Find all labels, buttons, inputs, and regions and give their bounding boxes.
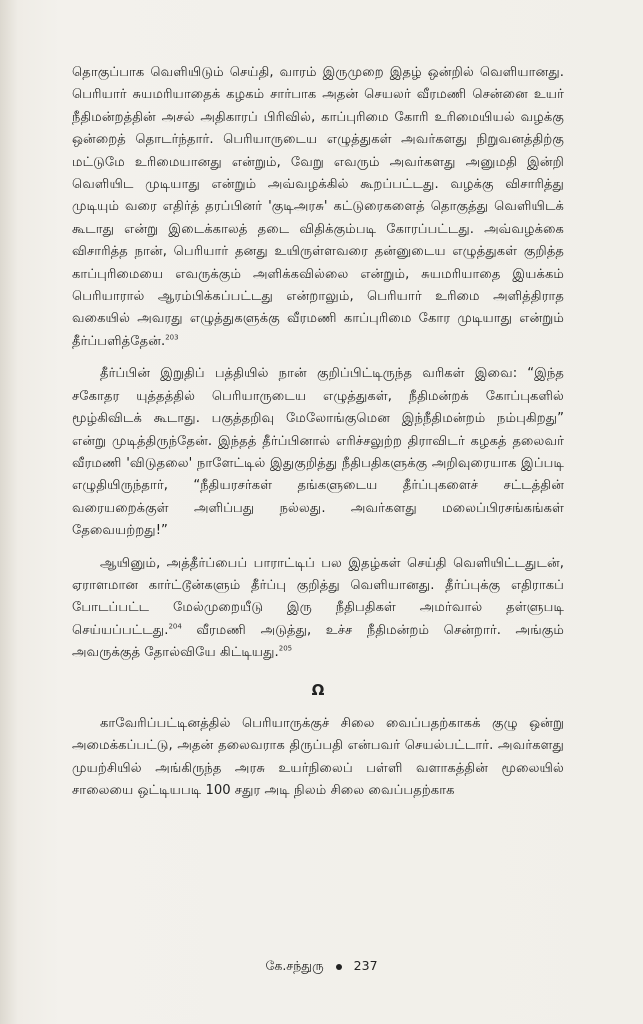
page-number: 237 xyxy=(353,958,378,973)
section-separator: Ω xyxy=(311,680,325,699)
footnote-marker: 203 xyxy=(165,333,179,342)
running-author: கே.சந்துரு xyxy=(265,958,324,973)
paragraph-text: தொகுப்பாக வெளியிடும் செய்தி, வாரம் இருமுறை இதழ் ஒன்றில் வெளியானது. பெரியார் சுயமரியாதைக் கழகம் சார்பாக அதன் செயலர் வீரமணி சென்னை உயர் நீதிமன்றத்தின் அசல் அதிகாரப் பிரிவில், காப்புரிமை கோரி உரிமையியல் வழக்கு ஒன்றைத் தொடர்ந்தார். பெரியாருடைய எழுத்துகள் அவர்களது நிறுவனத்திற்கு மட்டுமே உரிமையானது என்றும், வேறு எவரும் அவர்களது அனுமதி இன்றி வெளியிட முடியாது என்றும் அவ்வழக்கில் கூறப்பட்டது. வழக்கு விசாரித்து முடியும் வரை எதிர்த் தரப்பினர் 'குடிஅரசு' கட்டுரைகளைத் தொகுத்து வெளியிடக் கூடாது என்று இடைக்காலத் தடை விதிக்கும்படி கோரப்பட்டது. அவ்வழக்கை விசாரித்த நான், பெரியார் தனது உயிருள்ளவரை தன்னுடைய எழுத்துகள் குறித்த காப்புரிமையை எவருக்கும் அளிக்கவில்லை என்றும், சுயமரியாதை இயக்கம் பெரியாரால் ஆரம்பிக்கப்பட்டது என்றாலும், பெரியார் உரிமை அளித்திராத வகையில் அவரது எழுத்துகளுக்கு வீரமணி காப்புரிமை கோர முடியாது என்றும் தீர்ப்பளித்தேன். xyxy=(72,65,564,349)
bullet-icon xyxy=(336,964,342,970)
paragraph xyxy=(72,363,564,542)
paragraph xyxy=(72,713,564,803)
page-body xyxy=(72,62,564,803)
paragraph-text: வீரமணி அடுத்து, உச்ச நீதிமன்றம் சென்றார். அங்கும் அவருக்குத் தோல்வியே கிட்டியது. xyxy=(72,622,564,661)
footnote-marker: 204 xyxy=(168,622,182,631)
paragraph-text: தீர்ப்பின் இறுதிப் பத்தியில் நான் குறிப்பிட்டிருந்த வரிகள் இவை: “இந்த சகோதர யுத்தத்தில் பெரியாருடைய எழுத்துகள், நீதிமன்றக் கோப்புகளில் மூழ்கிவிடக் கூடாது. பகுத்தறிவு மேலோங்குமென இந்நீதிமன்றம் நம்புகிறது” என்று முடித்திருந்தேன். இந்தத் தீர்ப்பினால் எரிச்சலுற்ற திராவிடர் கழகத் தலைவர் வீரமணி 'விடுதலை' நாளேட்டில் இதுகுறித்து நீதிபதிகளுக்கு அறிவுரையாக இப்படி எழுதியிருந்தார், “நீதியரசர்கள் தங்களுடைய தீர்ப்புகளைச் சட்டத்தின் வரையறைக்குள் அளிப்பது நல்லது. அவர்களது மலைப்பிரசங்கங்கள் தேவையற்றது!” xyxy=(72,366,564,539)
paragraph xyxy=(72,62,564,353)
paragraph xyxy=(72,553,564,665)
footnote-marker: 205 xyxy=(278,644,293,653)
paragraph-text: காவேரிப்பட்டினத்தில் பெரியாருக்குச் சிலை வைப்பதற்காகக் குழு ஒன்று அமைக்கப்பட்டு, அதன் தலைவராக திருப்பதி என்பவர் செயல்பட்டார். அவர்களது முயற்சியில் அங்கிருந்த அரசு உயர்நிலைப் பள்ளி வளாகத்தின் மூலையில் சாலையை ஒட்டியபடி 100 சதுர அடி நிலம் சிலை வைப்பதற்காக xyxy=(72,715,564,799)
page-footer xyxy=(0,958,643,975)
paragraph-text: ஆயினும், அத்தீர்ப்பைப் பாராட்டிப் பல இதழ்கள் செய்தி வெளியிட்டதுடன், ஏராளமான கார்ட்டூன்களும் தீர்ப்பு குறித்து வெளியானது. தீர்ப்புக்கு எதிராகப் போடப்பட்ட மேல்முறையீடு இரு நீதிபதிகள் அமர்வால் தள்ளுபடி செய்யப்பட்டது. xyxy=(72,555,564,638)
